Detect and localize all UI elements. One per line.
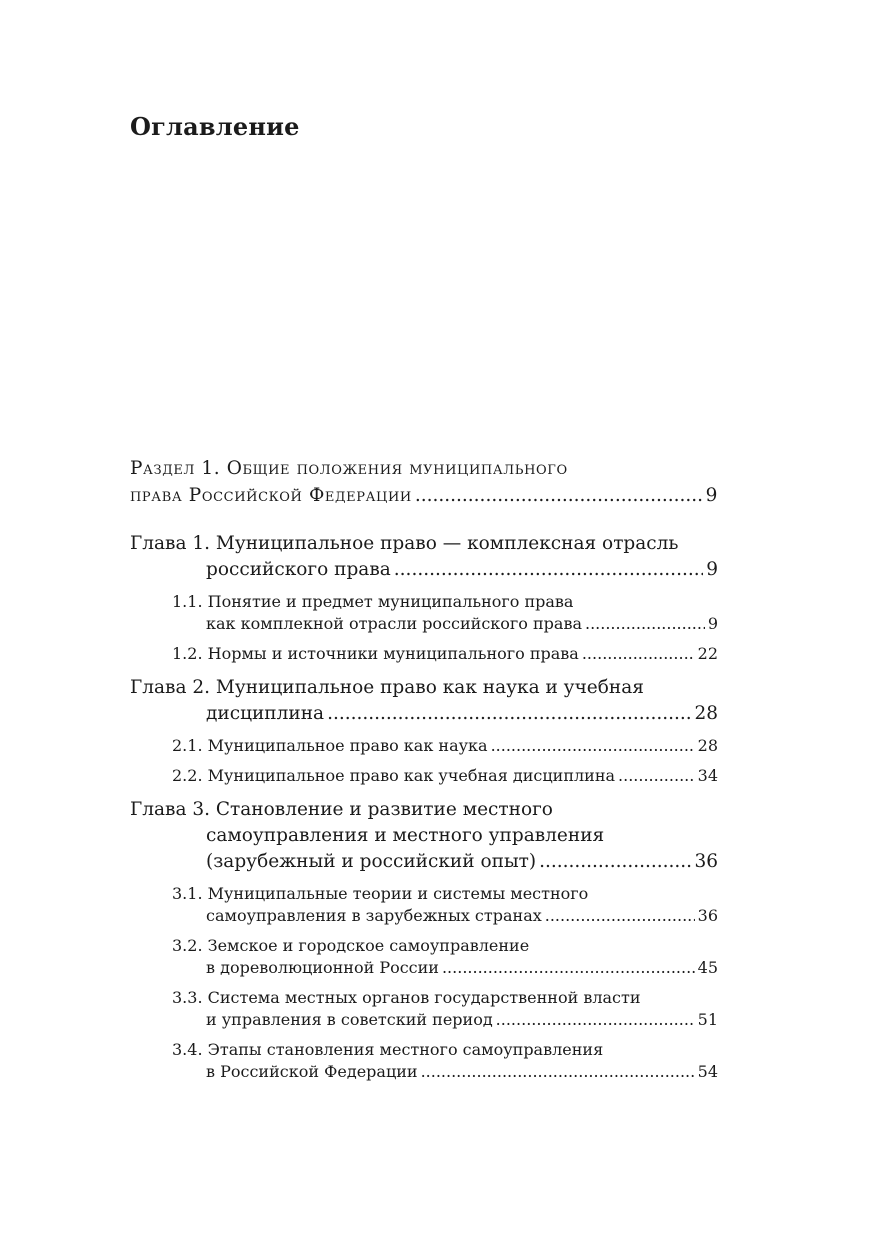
toc-paragraph-title-line1: 1.1. Понятие и предмет муниципального права bbox=[172, 592, 574, 611]
toc-chapter-title-line1: Глава 1. Муниципальное право — комплексная отрасль bbox=[130, 533, 679, 554]
toc-page-number: 54 bbox=[697, 1062, 718, 1081]
toc-paragraph-title-line2: в Российской Федерации bbox=[206, 1062, 418, 1081]
toc-page-number: 45 bbox=[697, 958, 718, 977]
toc-paragraph-title-line1: 2.1. Муниципальное право как наука bbox=[172, 736, 488, 755]
toc-paragraph-2-2[interactable] bbox=[130, 765, 718, 787]
toc-page-number: 36 bbox=[697, 906, 718, 925]
toc-section-title-line1: Раздел 1. Общие положения муниципального bbox=[130, 458, 568, 479]
dot-leader bbox=[327, 701, 691, 727]
toc-paragraph-title-line1: 3.4. Этапы становления местного самоуправления bbox=[172, 1040, 604, 1059]
toc-section-title-line2: права Российской Федерации bbox=[130, 485, 412, 506]
page-title: Оглавление bbox=[130, 112, 300, 141]
toc-chapter-title-line1: Глава 2. Муниципальное право как наука и учебная bbox=[130, 677, 644, 698]
toc-paragraph-2-1[interactable] bbox=[130, 735, 718, 757]
toc-page-number: 9 bbox=[705, 485, 718, 506]
toc-chapter-title-line1: Глава 3. Становление и развитие местного bbox=[130, 799, 553, 820]
toc-chapter-2[interactable] bbox=[130, 675, 718, 727]
toc-paragraph-1-2[interactable] bbox=[130, 643, 718, 665]
toc-paragraph-1-1[interactable] bbox=[130, 591, 718, 635]
dot-leader bbox=[442, 957, 695, 979]
toc-paragraph-title-line2: самоуправления в зарубежных странах bbox=[206, 906, 542, 925]
toc-chapter-1[interactable] bbox=[130, 531, 718, 583]
toc-paragraph-3-2[interactable] bbox=[130, 935, 718, 979]
toc-paragraph-3-1[interactable] bbox=[130, 883, 718, 927]
dot-leader bbox=[585, 613, 705, 635]
toc-page-number: 9 bbox=[707, 614, 718, 633]
toc-paragraph-3-4[interactable] bbox=[130, 1039, 718, 1083]
toc-page-number: 36 bbox=[694, 851, 718, 872]
toc-chapter-title-line2: самоуправления и местного управления bbox=[206, 825, 605, 846]
toc-page-number: 9 bbox=[706, 559, 718, 580]
toc-chapter-3[interactable] bbox=[130, 797, 718, 875]
toc-section-1[interactable] bbox=[130, 455, 718, 509]
toc-page-number: 34 bbox=[697, 766, 718, 785]
dot-leader bbox=[496, 1009, 695, 1031]
dot-leader bbox=[415, 482, 703, 509]
toc-paragraph-title-line1: 3.3. Система местных органов государственной власти bbox=[172, 988, 641, 1007]
dot-leader bbox=[394, 557, 703, 583]
toc-page-number: 22 bbox=[697, 644, 718, 663]
toc-page-number: 28 bbox=[697, 736, 718, 755]
toc-paragraph-title-line1: 2.2. Муниципальное право как учебная дисциплина bbox=[172, 766, 616, 785]
dot-leader bbox=[545, 905, 695, 927]
toc-chapter-title-line2: дисциплина bbox=[206, 703, 325, 724]
toc-page-number: 28 bbox=[694, 703, 718, 724]
toc-page-number: 51 bbox=[697, 1010, 718, 1029]
toc-paragraph-title-line1: 1.2. Нормы и источники муниципального права bbox=[172, 644, 579, 663]
dot-leader bbox=[421, 1061, 695, 1083]
toc-chapter-title-line2: российского права bbox=[206, 559, 391, 580]
dot-leader bbox=[539, 849, 691, 875]
toc-paragraph-title-line2: в дореволюционной России bbox=[206, 958, 439, 977]
toc-paragraph-title-line2: как комплекной отрасли российского права bbox=[206, 614, 582, 633]
toc-paragraph-title-line1: 3.2. Земское и городское самоуправление bbox=[172, 936, 530, 955]
toc-chapter-title-line3: (зарубежный и российский опыт) bbox=[206, 851, 537, 872]
toc-paragraph-title-line1: 3.1. Муниципальные теории и системы местного bbox=[172, 884, 589, 903]
toc-paragraph-3-3[interactable] bbox=[130, 987, 718, 1031]
dot-leader bbox=[582, 643, 695, 665]
table-of-contents bbox=[130, 455, 718, 1083]
dot-leader bbox=[491, 735, 695, 757]
dot-leader bbox=[618, 765, 695, 787]
toc-paragraph-title-line2: и управления в советский период bbox=[206, 1010, 493, 1029]
